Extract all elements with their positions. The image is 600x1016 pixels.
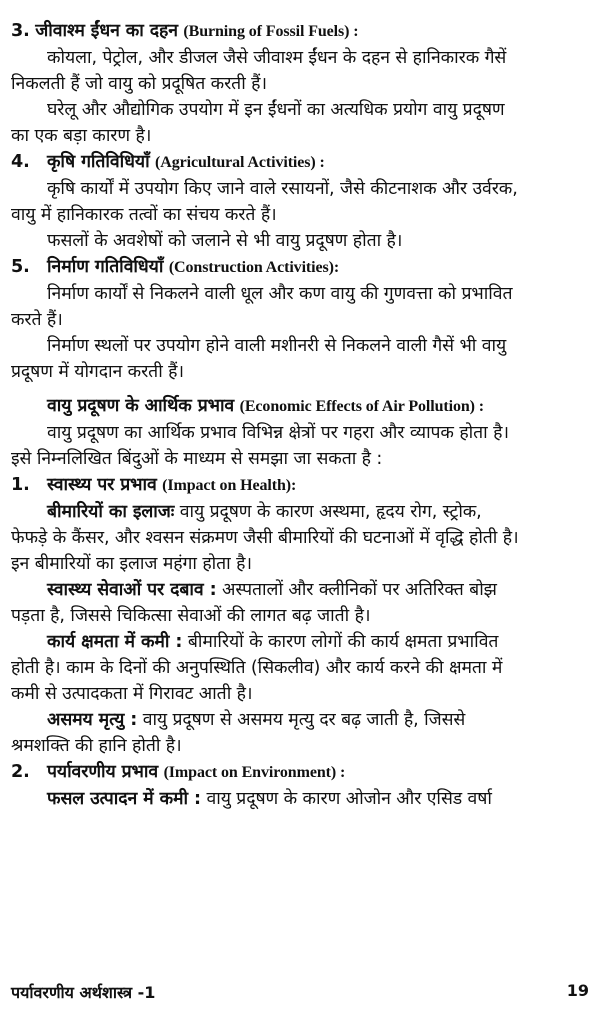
paragraph-line: घरेलू और औद्योगिक उपयोग में इन ईंधनों का अत्यधिक प्रयोग वायु प्रदूषण: [47, 100, 505, 120]
paragraph-line: वायु प्रदूषण का आर्थिक प्रभाव विभिन्न क्षेत्रों पर गहरा और व्यापक होता है।: [47, 423, 509, 443]
paragraph-line: वायु में हानिकारक तत्वों का संचय करते हैं।: [11, 205, 277, 225]
paragraph-line: निकलती हैं जो वायु को प्रदूषित करती हैं।: [11, 74, 267, 94]
section-heading-health: [11, 472, 589, 499]
paragraph-line: फसलों के अवशेषों को जलाने से भी वायु प्रदूषण होता है।: [47, 231, 403, 251]
section-heading-environment: [11, 759, 589, 786]
paragraph-line: निर्माण कार्यों से निकलने वाली धूल और कण वायु की गुणवत्ता को प्रभावित: [47, 284, 513, 304]
heading-english: (Impact on Health):: [162, 477, 297, 494]
book-title: पर्यावरणीय अर्थशास्त्र -1: [11, 983, 156, 1002]
term: असमय मृत्यु :: [47, 710, 138, 730]
section-number: 4.: [11, 152, 30, 172]
paragraph-line: [11, 577, 589, 603]
heading-hindi: कृषि गतिविधियाँ: [47, 152, 150, 172]
page-number: 19: [566, 981, 589, 1000]
paragraph-line: कमी से उत्पादकता में गिरावट आती है।: [11, 684, 253, 704]
paragraph-line: होती है। काम के दिनों की अनुपस्थिति (सिकलीव) और कार्य करने की क्षमता में: [11, 658, 503, 678]
paragraph-line: कोयला, पेट्रोल, और डीजल जैसे जीवाश्म ईंधन के दहन से हानिकारक गैसें: [47, 48, 507, 68]
page-content: [11, 18, 589, 812]
heading-english: (Burning of Fossil Fuels) :: [183, 23, 359, 40]
term-text: वायु प्रदूषण के कारण अस्थमा, हृदय रोग, स्ट्रोक,: [179, 502, 482, 522]
heading-hindi: पर्यावरणीय प्रभाव: [47, 762, 159, 782]
term-text: वायु प्रदूषण के कारण ओजोन और एसिड वर्षा: [206, 789, 492, 809]
term-text: बीमारियों के कारण लोगों की कार्य क्षमता प्रभावित: [187, 632, 499, 652]
section-heading-economic-effects: [11, 393, 589, 420]
paragraph-line: इन बीमारियों का इलाज महंगा होता है।: [11, 554, 252, 574]
section-number: 5.: [11, 257, 30, 277]
paragraph-line: फेफड़े के कैंसर, और श्वसन संक्रमण जैसी बीमारियों की घटनाओं में वृद्धि होती है।: [11, 528, 519, 548]
heading-hindi: जीवाश्म ईंधन का दहन: [35, 21, 178, 41]
paragraph-line: [11, 629, 589, 655]
heading-hindi: वायु प्रदूषण के आर्थिक प्रभाव: [47, 396, 235, 416]
heading-english: (Economic Effects of Air Pollution) :: [239, 398, 485, 415]
heading-english: (Construction Activities):: [168, 259, 340, 276]
paragraph-line: [11, 707, 589, 733]
section-number: 1.: [11, 475, 30, 495]
section-number: 3.: [11, 21, 30, 41]
term: बीमारियों का इलाजः: [47, 502, 175, 522]
paragraph-line: इसे निम्नलिखित बिंदुओं के माध्यम से समझा जा सकता है :: [11, 449, 383, 469]
heading-hindi: स्वास्थ्य पर प्रभाव: [47, 475, 157, 495]
paragraph-line: पड़ता है, जिससे चिकित्सा सेवाओं की लागत बढ़ जाती है।: [11, 606, 371, 626]
term: स्वास्थ्य सेवाओं पर दबाव :: [47, 580, 217, 600]
paragraph-line: करते हैं।: [11, 310, 63, 330]
section-heading-fossil-fuels: [11, 18, 589, 45]
page-footer: [11, 981, 589, 1005]
paragraph-line: [11, 786, 589, 812]
heading-hindi: निर्माण गतिविधियाँ: [47, 257, 164, 277]
term-text: अस्पतालों और क्लीनिकों पर अतिरिक्त बोझ: [222, 580, 497, 600]
paragraph-line: प्रदूषण में योगदान करती हैं।: [11, 362, 184, 382]
paragraph-line: [11, 499, 589, 525]
term: फसल उत्पादन में कमी :: [47, 789, 201, 809]
section-number: 2.: [11, 762, 30, 782]
paragraph-line: निर्माण स्थलों पर उपयोग होने वाली मशीनरी से निकलने वाली गैसें भी वायु: [47, 336, 507, 356]
term-text: वायु प्रदूषण से असमय मृत्यु दर बढ़ जाती है, जिससे: [142, 710, 466, 730]
section-gap: [11, 385, 589, 393]
paragraph-line: कृषि कार्यों में उपयोग किए जाने वाले रसायनों, जैसे कीटनाशक और उर्वरक,: [47, 179, 518, 199]
heading-english: (Agricultural Activities) :: [155, 154, 325, 171]
paragraph-line: श्रमशक्ति की हानि होती है।: [11, 736, 182, 756]
section-heading-construction: [11, 254, 589, 281]
section-heading-agriculture: [11, 149, 589, 176]
term: कार्य क्षमता में कमी :: [47, 632, 183, 652]
paragraph-line: का एक बड़ा कारण है।: [11, 126, 152, 146]
heading-english: (Impact on Environment) :: [163, 764, 346, 781]
